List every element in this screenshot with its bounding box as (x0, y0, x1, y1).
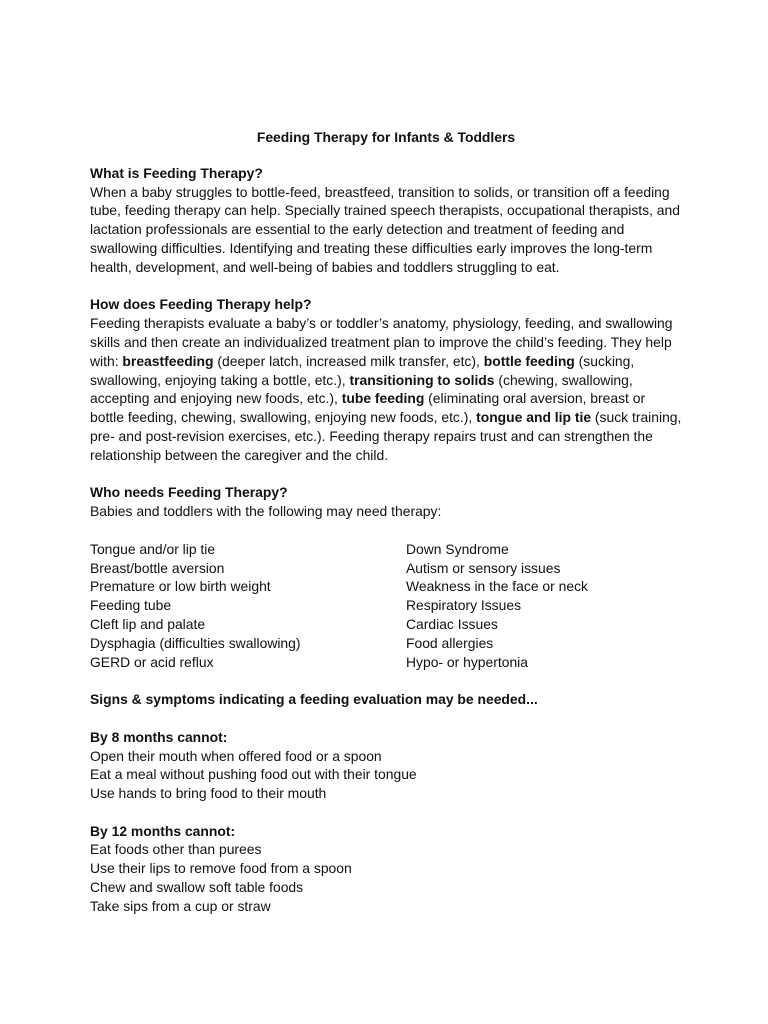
list-item: Feeding tube (90, 597, 172, 614)
list-item: Eat a meal without pushing food out with their tongue (90, 766, 417, 783)
list-item: Dysphagia (difficulties swallowing) (90, 634, 301, 651)
paragraph-who-needs-therapy: Babies and toddlers with the following may need therapy: (90, 503, 442, 520)
spacer (90, 671, 682, 690)
spacer (90, 709, 682, 728)
term-bottle-feeding: bottle feeding (483, 352, 575, 369)
list-item: Eat foods other than purees (90, 841, 262, 858)
list-item: Cleft lip and palate (90, 615, 206, 632)
list-item: Food allergies (406, 634, 494, 651)
heading-by-8-months: By 8 months cannot: (90, 728, 228, 745)
how-text-1: (deeper latch, increased milk transfer, etc), (213, 352, 484, 369)
spacer (90, 277, 682, 296)
list-item: Weakness in the face or neck (406, 578, 588, 595)
list-item: Respiratory Issues (406, 597, 522, 614)
how-text-2: (sucking, swallowing, enjoying taking a bottle, etc.), (90, 352, 635, 388)
list-item: Take sips from a cup or straw (90, 897, 271, 914)
conditions-column-left (90, 540, 406, 672)
heading-signs-and-symptoms: Signs & symptoms indicating a feeding evaluation may be needed... (90, 691, 538, 708)
list-item: Use their lips to remove food from a spoon (90, 860, 352, 877)
term-transitioning-to-solids: transitioning to solids (349, 371, 495, 388)
paragraph-what-is-feeding-therapy: When a baby struggles to bottle-feed, breastfeed, transition to solids, or transition off a feeding tube, feeding therapy can help. Specially trained speech therapists, occupational therapists, and lactation professionals are essential to the early detection and treatment of feeding and swallowing difficulties. Identifying and treating these difficulties early improves the long-term health, development, and well-being of babies and toddlers struggling to eat. (90, 183, 680, 275)
list-item: Hypo- or hypertonia (406, 653, 528, 670)
list-item: Down Syndrome (406, 540, 509, 557)
term-breastfeeding: breastfeeding (122, 352, 214, 369)
heading-who-needs-therapy: Who needs Feeding Therapy? (90, 484, 288, 501)
conditions-list (90, 540, 682, 672)
list-item: Open their mouth when offered food or a spoon (90, 747, 382, 764)
spacer (90, 465, 682, 484)
list-item: Tongue and/or lip tie (90, 540, 216, 557)
term-tongue-and-lip-tie: tongue and lip tie (476, 409, 592, 426)
list-item: Premature or low birth weight (90, 578, 271, 595)
list-item: Chew and swallow soft table foods (90, 879, 304, 896)
heading-by-12-months: By 12 months cannot: (90, 822, 236, 839)
list-item: Autism or sensory issues (406, 559, 561, 576)
list-item: Use hands to bring food to their mouth (90, 785, 327, 802)
paragraph-how-does-it-help (90, 314, 682, 464)
heading-what-is-feeding-therapy: What is Feeding Therapy? (90, 164, 263, 181)
list-item: Breast/bottle aversion (90, 559, 225, 576)
document-title: Feeding Therapy for Infants & Toddlers (256, 129, 516, 145)
spacer (90, 803, 682, 822)
list-item: Cardiac Issues (406, 615, 498, 632)
heading-how-does-it-help: How does Feeding Therapy help? (90, 296, 312, 313)
spacer (90, 521, 682, 540)
how-text-3: (chewing, swallowing, accepting and enjoying new foods, etc.), (90, 371, 633, 407)
how-text-4: (eliminating oral aversion, breast or bottle feeding, chewing, swallowing, enjoying new foods, etc.), (90, 390, 646, 426)
conditions-column-right (406, 540, 682, 672)
document-page (90, 128, 682, 916)
term-tube-feeding: tube feeding (341, 390, 425, 407)
how-intro-text: Feeding therapists evaluate a baby’s or toddler’s anatomy, physiology, feeding, and swallowing skills and then create an individualized treatment plan to improve the child’s feeding. They help with: (90, 315, 673, 369)
list-item: GERD or acid reflux (90, 653, 214, 670)
how-text-5: (suck training, pre- and post-revision exercises, etc.). Feeding therapy repairs trust and can strengthen the relationship between the caregiver and the child. (90, 409, 682, 463)
